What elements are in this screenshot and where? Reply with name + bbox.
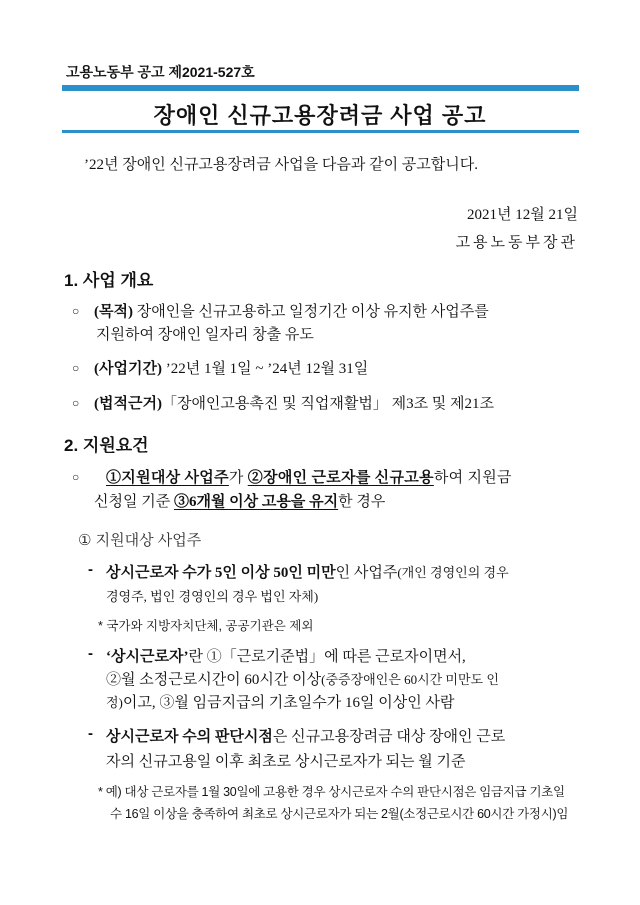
law-line [94, 392, 494, 413]
item-1-line-1: 상시근로자 수가 5인 이상 50인 미만인 사업주(개인 경영인의 경우 [106, 565, 509, 581]
law-text: 「장애인고용촉진 및 직업재활법」 제3조 및 제21조 [161, 396, 495, 412]
section-1-heading: 1. 사업 개요 [64, 271, 154, 290]
purpose-line-1 [94, 300, 489, 321]
law-label: (법적근거) [94, 396, 162, 412]
item-2-line-3: 정)이고, ③월 임금지급의 기초일수가 16일 이상인 사람 [106, 695, 455, 711]
bullet-icon: ○ [72, 361, 80, 375]
dash-icon: - [88, 725, 93, 742]
bullet-icon: ○ [72, 470, 80, 484]
purpose-label: (목적) [94, 304, 133, 320]
item-2-line-1: ‘상시근로자’란 ①「근로기준법」에 따른 근로자이면서, [106, 649, 466, 665]
requirements-line-2: 신청일 기준 ③6개월 이상 고용을 유지한 경우 [94, 494, 386, 510]
item-3-line-2: 자의 신규고용일 이후 최초로 상시근로자가 되는 월 기준 [106, 754, 466, 770]
subsection-heading: ① 지원대상 사업주 [78, 532, 202, 549]
purpose-line-2: 지원하여 장애인 일자리 창출 유도 [96, 327, 314, 343]
note-2-line-1: * 예) 대상 근로자를 1월 30일에 고용한 경우 상시근로자 수의 판단시점은 임금지급 기초일 [98, 785, 565, 799]
page-title: 장애인 신규고용장려금 사업 공고 [153, 103, 487, 128]
item-2-line-2: ②월 소정근로시간이 60시간 이상(중증장애인은 60시간 미만도 인 [106, 672, 499, 688]
notice-number: 고용노동부 공고 제2021-527호 [66, 64, 255, 80]
requirements-line-1: ①지원대상 사업주가 ②장애인 근로자를 신규고용하여 지원금 [106, 470, 512, 486]
item-3-line-1: 상시근로자 수의 판단시점은 신규고용장려금 대상 장애인 근로 [106, 729, 506, 745]
req-1: ①지원대상 사업주 [106, 470, 229, 486]
bullet-icon: ○ [72, 396, 80, 410]
period-label: (사업기간) [94, 361, 162, 377]
req-3: ③6개월 이상 고용을 유지 [173, 494, 339, 510]
title-top-rule [62, 85, 579, 91]
title-bottom-rule [62, 130, 579, 133]
purpose-text: 장애인을 신규고용하고 일정기간 이상 유지한 사업주를 [132, 304, 489, 320]
intro-text: ’22년 장애인 신규고용장려금 사업을 다음과 같이 공고합니다. [84, 157, 479, 173]
period-text: ’22년 1월 1일 ~ ’24년 12월 31일 [161, 361, 369, 377]
note-1: * 국가와 지방자치단체, 공공기관은 제외 [98, 619, 314, 633]
period-line [94, 357, 368, 378]
note-2-line-2: 수 16일 이상을 충족하여 최초로 상시근로자가 되는 2월(소정근로시간 60시간 가정시)임 [110, 807, 569, 821]
item-1-line-2: 경영주, 법인 경영인의 경우 법인 자체) [106, 589, 319, 604]
signer: 고용노동부장관 [455, 235, 578, 251]
notice-date: 2021년 12월 21일 [467, 207, 578, 223]
dash-icon: - [88, 561, 93, 578]
req-2: ②장애인 근로자를 신규고용 [247, 470, 434, 486]
dash-icon: - [88, 645, 93, 662]
bullet-icon: ○ [72, 304, 80, 318]
section-2-heading: 2. 지원요건 [64, 436, 149, 455]
